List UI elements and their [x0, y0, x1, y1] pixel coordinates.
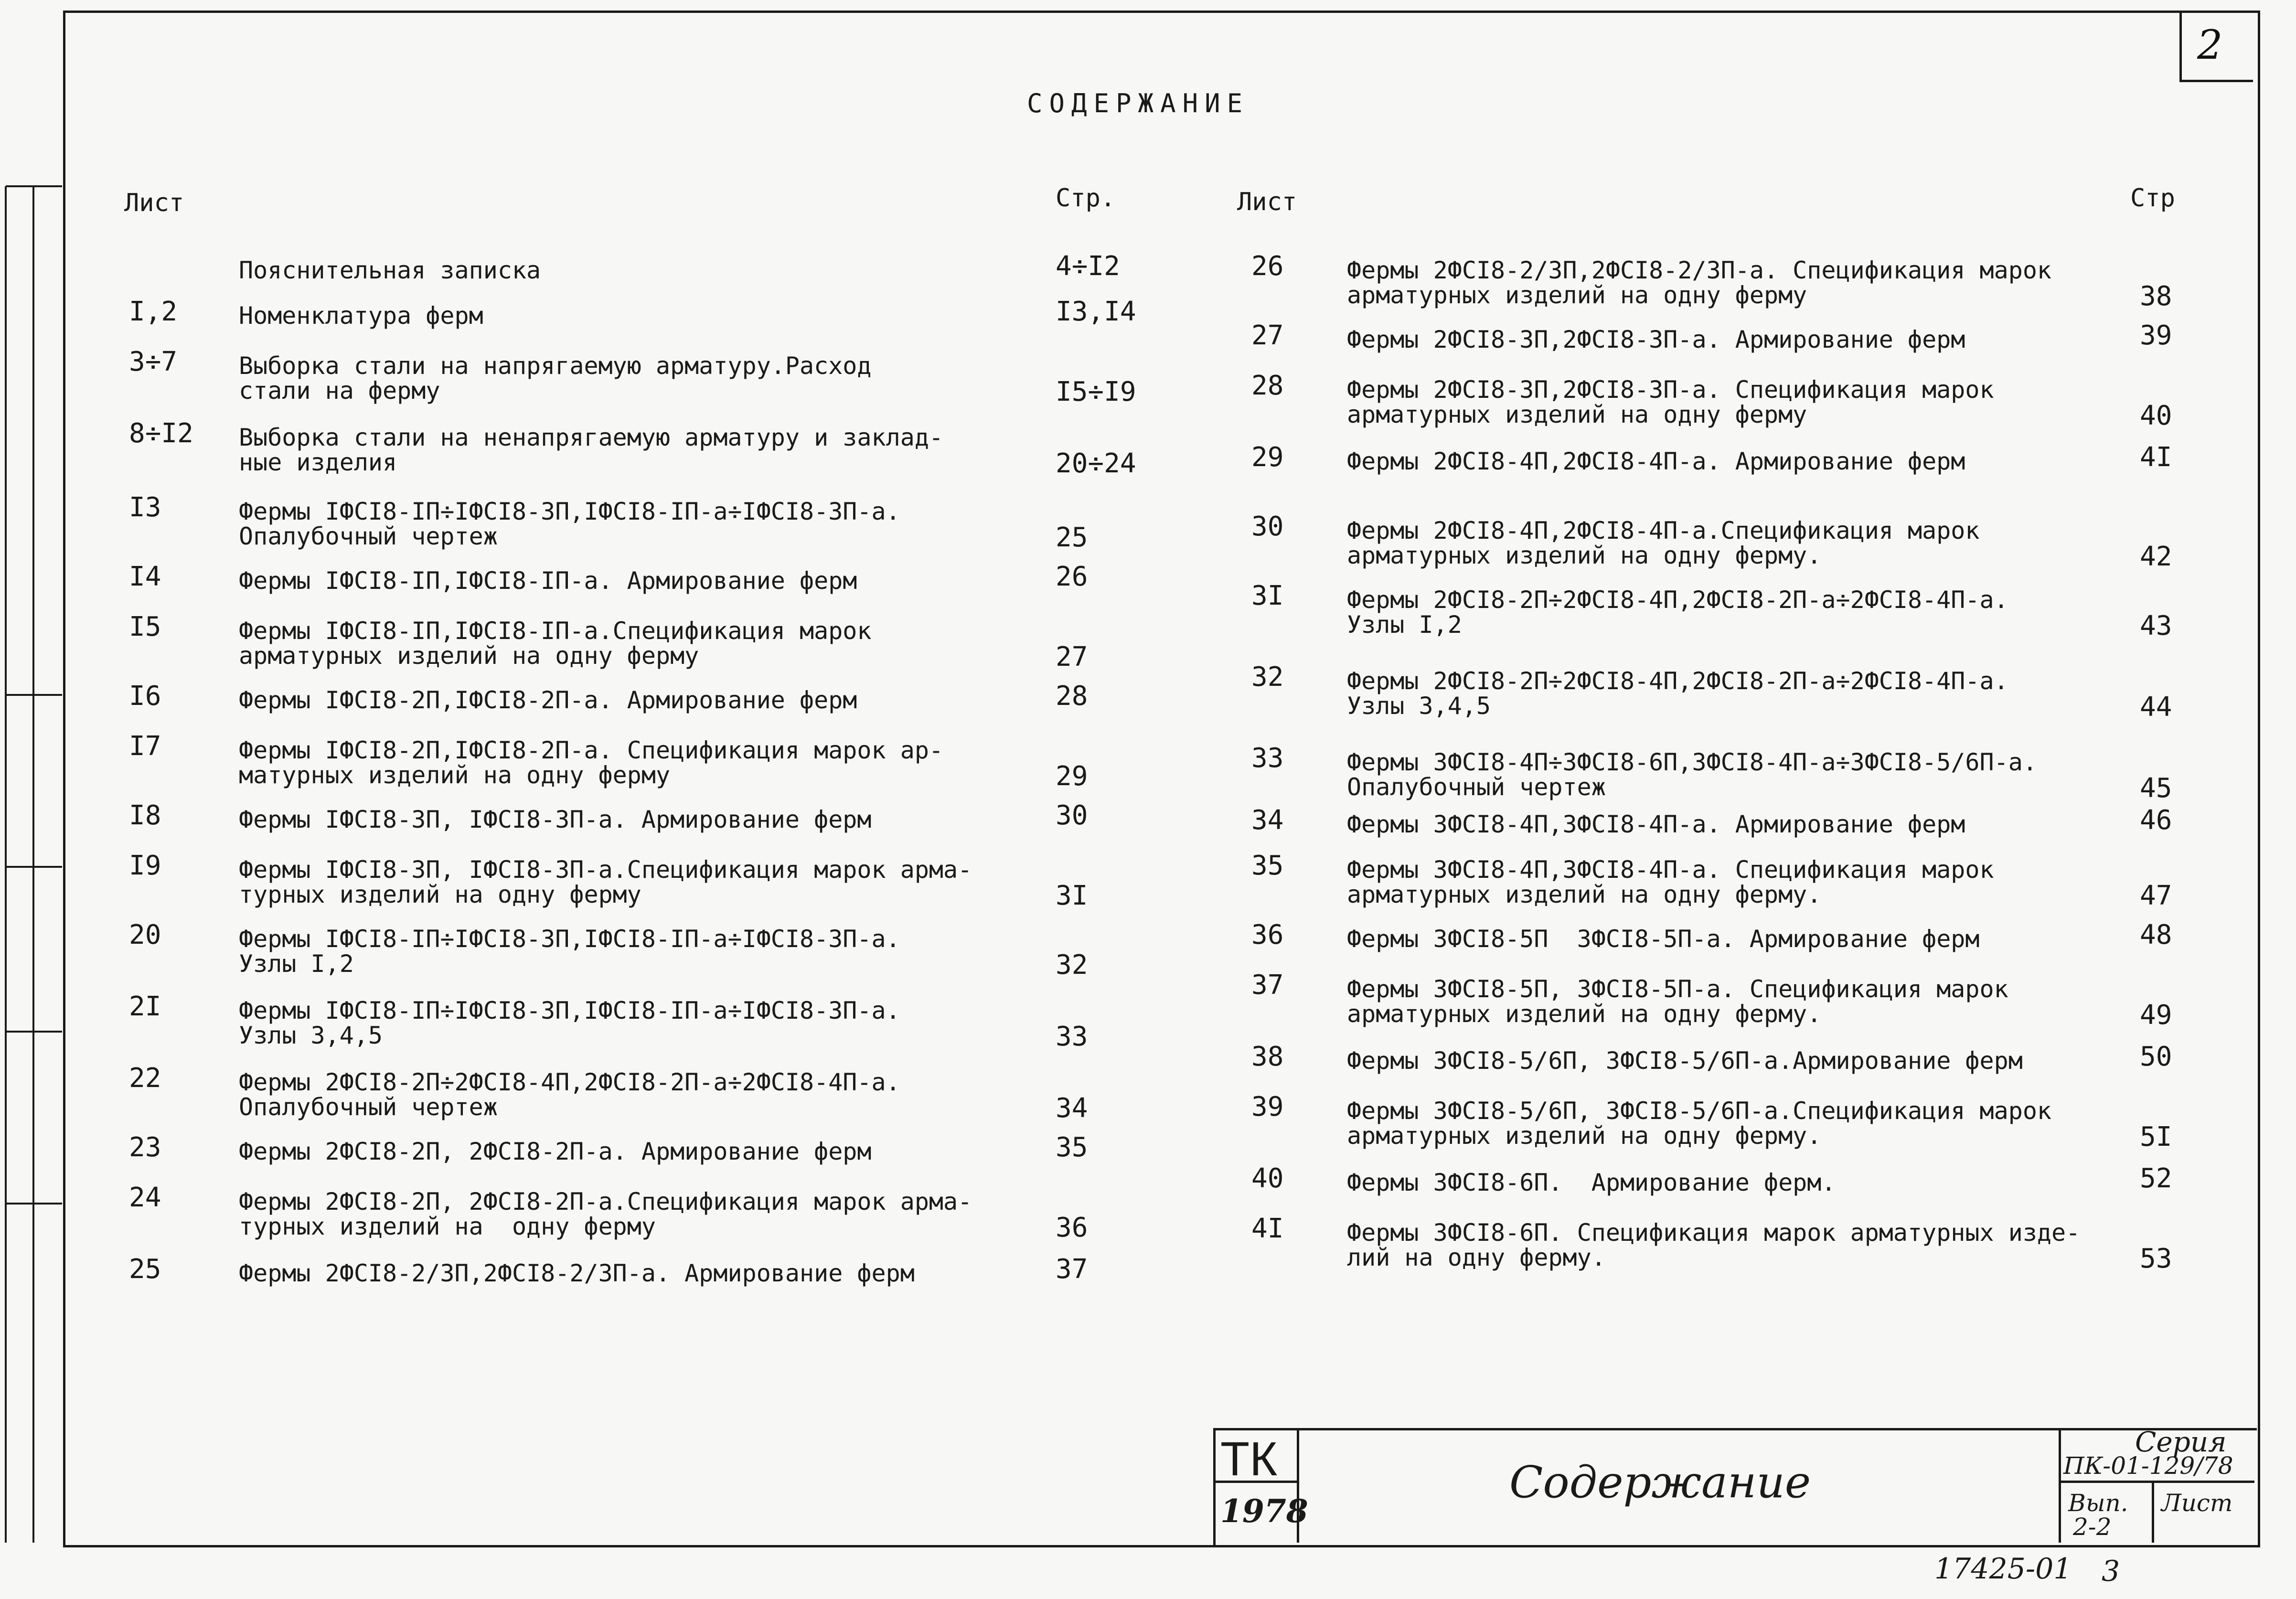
entry-sheet-number: 4I	[1251, 1213, 1284, 1244]
entry-sheet-number: I8	[129, 800, 161, 831]
entry-title: Фермы 2ФСI8-2П÷2ФСI8-4П,2ФСI8-2П-а÷2ФСI8-4П-а. Узлы 3,4,5	[1347, 667, 2008, 720]
entry-page-number: 36	[1056, 1212, 1088, 1243]
right-page-header: Стр	[2130, 184, 2175, 213]
entry-page-number: 43	[2140, 610, 2172, 641]
entry-sheet-number: I5	[129, 611, 161, 642]
entry-title: Фермы 3ФСI8-5/6П, 3ФСI8-5/6П-а.Армирование ферм	[1347, 1047, 2023, 1075]
entry-sheet-number: 30	[1251, 511, 1284, 542]
entry-title: Фермы IФСI8-IП÷IФСI8-3П,IФСI8-IП-а÷IФСI8-3П-а. Узлы I,2	[239, 925, 900, 978]
entry-page-number: 4÷I2	[1056, 251, 1120, 282]
entry-page-number: 37	[1056, 1254, 1088, 1285]
entry-page-number: 53	[2140, 1243, 2172, 1274]
title-block-series-divider	[2059, 1428, 2061, 1543]
entry-title: Пояснительная записка	[239, 256, 541, 284]
entry-title: Фермы 3ФСI8-6П. Армирование ферм.	[1347, 1169, 1836, 1196]
entry-title: Фермы 3ФСI8-4П÷3ФСI8-6П,3ФСI8-4П-а÷3ФСI8-5/6П-а. Опалубочный чертеж	[1347, 748, 2037, 801]
entry-sheet-number: 39	[1251, 1091, 1284, 1122]
entry-page-number: 38	[2140, 281, 2172, 312]
entry-title: Фермы 3ФСI8-5П, 3ФСI8-5П-а. Спецификация марок арматурных изделий на одну ферму.	[1347, 975, 2008, 1028]
entry-sheet-number: 36	[1251, 919, 1284, 950]
sheet-number: 2	[2197, 21, 2223, 68]
entry-page-number: 32	[1056, 949, 1088, 981]
entry-title: Фермы 3ФСI8-5/6П, 3ФСI8-5/6П-а.Спецификация марок арматурных изделий на одну ферму.	[1347, 1097, 2052, 1150]
binding-margin	[0, 0, 67, 1552]
entry-page-number: 30	[1056, 800, 1088, 831]
entry-sheet-number: 25	[129, 1254, 161, 1285]
entry-sheet-number: 28	[1251, 370, 1284, 401]
entry-page-number: 27	[1056, 641, 1088, 672]
entry-sheet-number: 22	[129, 1063, 161, 1094]
issue-value: 2-2	[2073, 1513, 2112, 1541]
entry-sheet-number: 20	[129, 919, 161, 950]
entry-title: Фермы 2ФСI8-2П, 2ФСI8-2П-а.Спецификация марок арма- турных изделий на одну ферму	[239, 1188, 972, 1240]
entry-title: Фермы IФСI8-2П,IФСI8-2П-а. Армирование ферм	[239, 686, 857, 714]
entry-page-number: 33	[1056, 1021, 1088, 1052]
series-value: ПК-01-129/78	[2063, 1452, 2233, 1480]
right-sheet-header: Лист	[1237, 188, 1297, 216]
entry-page-number: 45	[2140, 773, 2172, 804]
entry-title: Фермы 2ФСI8-3П,2ФСI8-3П-а. Спецификация марок арматурных изделий на одну ферму	[1347, 376, 1994, 428]
title-block-issue-divider	[2152, 1481, 2154, 1543]
left-page-header: Стр.	[1056, 184, 1116, 213]
entry-title: Фермы 3ФСI8-4П,3ФСI8-4П-а. Армирование ферм	[1347, 810, 1965, 838]
title-block-series-line	[2059, 1481, 2254, 1483]
entry-sheet-number: 26	[1251, 251, 1284, 282]
entry-title: Фермы IФСI8-IП,IФСI8-IП-а. Армирование ферм	[239, 567, 857, 595]
entry-page-number: 26	[1056, 561, 1088, 592]
entry-page-number: 35	[1056, 1132, 1088, 1163]
sheet-label: Лист	[2161, 1489, 2233, 1517]
entry-title: Фермы IФСI8-IП,IФСI8-IП-а.Спецификация марок арматурных изделий на одну ферму	[239, 617, 872, 670]
entry-title: Фермы 3ФСI8-6П. Спецификация марок арматурных изде- лий на одну ферму.	[1347, 1219, 2081, 1271]
entry-page-number: 25	[1056, 522, 1088, 553]
entry-title: Фермы 2ФСI8-2П÷2ФСI8-4П,2ФСI8-2П-а÷2ФСI8-4П-а. Узлы I,2	[1347, 586, 2008, 639]
entry-title: Фермы IФСI8-IП÷IФСI8-3П,IФСI8-IП-а÷IФСI8-3П-а. Узлы 3,4,5	[239, 997, 900, 1049]
entry-page-number: 50	[2140, 1041, 2172, 1072]
entry-page-number: 4I	[2140, 442, 2172, 473]
entry-sheet-number: I9	[129, 850, 161, 881]
entry-title: Фермы 2ФСI8-2/3П,2ФСI8-2/3П-а. Спецификация марок арматурных изделий на одну ферму	[1347, 256, 2052, 309]
entry-sheet-number: 29	[1251, 442, 1284, 473]
entry-title: Фермы IФСI8-3П, IФСI8-3П-а.Спецификация марок арма- турных изделий на одну ферму	[239, 856, 972, 908]
entry-page-number: 40	[2140, 400, 2172, 431]
org-code: ТК	[1220, 1432, 1278, 1486]
entry-sheet-number: 40	[1251, 1163, 1284, 1194]
entry-title: Номенклатура ферм	[239, 302, 483, 330]
issue-label: Вып.	[2068, 1489, 2128, 1517]
entry-sheet-number: I4	[129, 561, 161, 592]
series-label: Серия	[2135, 1426, 2227, 1458]
entry-sheet-number: 38	[1251, 1041, 1284, 1072]
entry-sheet-number: I7	[129, 731, 161, 762]
entry-page-number: 39	[2140, 320, 2172, 351]
entry-page-number: 48	[2140, 919, 2172, 950]
year: 1978	[1220, 1492, 1308, 1530]
entry-sheet-number: 37	[1251, 970, 1284, 1001]
entry-page-number: I3,I4	[1056, 296, 1136, 327]
entry-sheet-number: 27	[1251, 320, 1284, 351]
entry-page-number: 52	[2140, 1163, 2172, 1194]
entry-page-number: 34	[1056, 1093, 1088, 1124]
entry-title: Выборка стали на напрягаемую арматуру.Расход стали на ферму	[239, 352, 872, 405]
entry-page-number: 20÷24	[1056, 448, 1136, 479]
entry-sheet-number: 23	[129, 1132, 161, 1163]
entry-page-number: 46	[2140, 805, 2172, 836]
entry-sheet-number: 8÷I2	[129, 418, 193, 449]
entry-sheet-number: 35	[1251, 850, 1284, 881]
footer-page: 3	[2102, 1555, 2120, 1588]
entry-page-number: 44	[2140, 692, 2172, 723]
entry-title: Фермы 2ФСI8-2/3П,2ФСI8-2/3П-а. Армирование ферм	[239, 1259, 915, 1287]
page-title: СОДЕРЖАНИЕ	[1027, 88, 1249, 118]
entry-sheet-number: 33	[1251, 743, 1284, 774]
entry-title: Фермы IФСI8-IП÷IФСI8-3П,IФСI8-IП-а÷IФСI8-3П-а. Опалубочный чертеж	[239, 498, 900, 550]
footer-code: 17425-01	[1934, 1552, 2072, 1586]
entry-page-number: 3I	[1056, 880, 1088, 911]
entry-sheet-number: 32	[1251, 661, 1284, 693]
doc-name: Содержание	[1509, 1457, 1811, 1508]
entry-sheet-number: I,2	[129, 296, 178, 327]
entry-sheet-number: 3I	[1251, 580, 1284, 611]
entry-page-number: I5÷I9	[1056, 376, 1136, 407]
left-sheet-header: Лист	[124, 189, 184, 217]
entry-page-number: 29	[1056, 761, 1088, 792]
entry-title: Фермы 2ФСI8-4П,2ФСI8-4П-а. Армирование ферм	[1347, 448, 1965, 475]
entry-page-number: 42	[2140, 541, 2172, 572]
entry-title: Выборка стали на ненапрягаемую арматуру и заклад- ные изделия	[239, 424, 944, 476]
entry-sheet-number: 3÷7	[129, 346, 178, 377]
entry-page-number: 5I	[2140, 1121, 2172, 1152]
entry-sheet-number: 34	[1251, 805, 1284, 836]
entry-title: Фермы 2ФСI8-2П÷2ФСI8-4П,2ФСI8-2П-а÷2ФСI8-4П-а. Опалубочный чертеж	[239, 1068, 900, 1121]
entry-page-number: 49	[2140, 1000, 2172, 1031]
entry-title: Фермы 2ФСI8-2П, 2ФСI8-2П-а. Армирование ферм	[239, 1138, 872, 1165]
entry-title: Фермы 2ФСI8-4П,2ФСI8-4П-а.Спецификация марок арматурных изделий на одну ферму.	[1347, 517, 1980, 569]
entry-sheet-number: 2I	[129, 991, 161, 1022]
entry-sheet-number: 24	[129, 1182, 161, 1213]
entry-title: Фермы IФСI8-2П,IФСI8-2П-а. Спецификация марок ар- матурных изделий на одну ферму	[239, 736, 944, 789]
entry-title: Фермы IФСI8-3П, IФСI8-3П-а. Армирование ферм	[239, 806, 872, 833]
entry-sheet-number: I6	[129, 681, 161, 712]
entry-page-number: 28	[1056, 681, 1088, 712]
entry-title: Фермы 2ФСI8-3П,2ФСI8-3П-а. Армирование ферм	[1347, 326, 1965, 353]
entry-page-number: 47	[2140, 880, 2172, 911]
entry-title: Фермы 3ФСI8-4П,3ФСI8-4П-а. Спецификация марок арматурных изделий на одну ферму.	[1347, 856, 1994, 908]
entry-title: Фермы 3ФСI8-5П 3ФСI8-5П-а. Армирование ферм	[1347, 925, 1980, 953]
entry-sheet-number: I3	[129, 492, 161, 523]
